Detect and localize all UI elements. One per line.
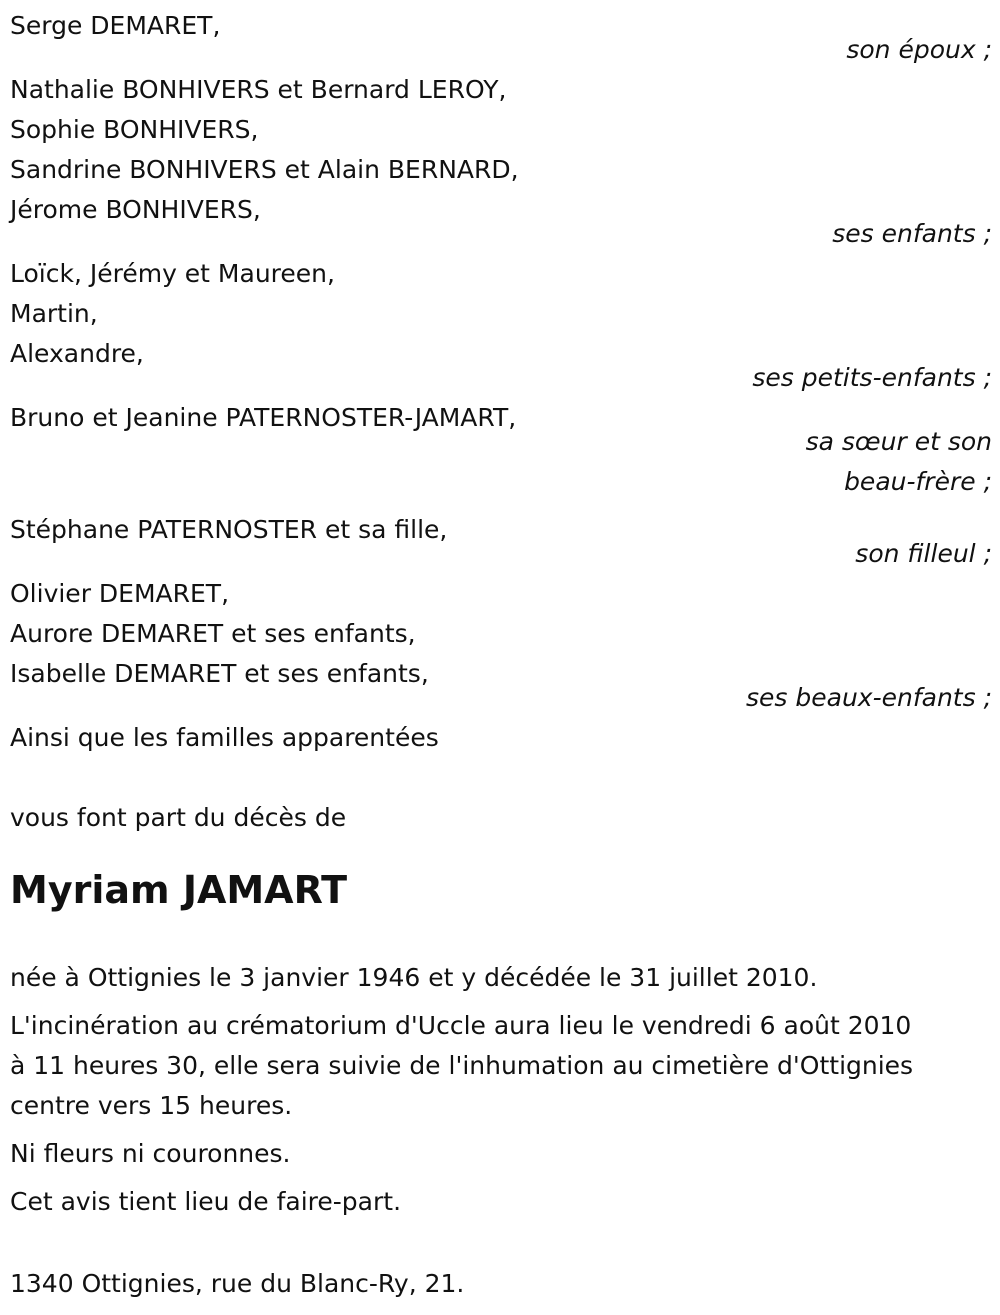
deceased-name: Myriam JAMART: [10, 868, 348, 912]
godson-group: [10, 510, 992, 568]
spouse-role: son époux ;: [846, 35, 992, 64]
grandchild-name: Loïck, Jérémy et Maureen,: [10, 259, 335, 288]
ceremony-paragraph: [10, 1006, 982, 1126]
grandchildren-group: [10, 254, 992, 392]
ceremony-line: centre vers 15 heures.: [10, 1091, 293, 1120]
sister-group: [10, 398, 992, 502]
stepchildren-group: [10, 574, 992, 712]
related-families: Ainsi que les familles apparentées: [10, 723, 439, 752]
no-flowers-text: Ni fleurs ni couronnes.: [10, 1139, 291, 1168]
child-name: Sophie BONHIVERS,: [10, 115, 259, 144]
grandchild-name: Alexandre,: [10, 339, 144, 368]
spouse-name: Serge DEMARET,: [10, 11, 221, 40]
grandchildren-role: ses petits-enfants ;: [752, 363, 992, 392]
grandchild-name: Martin,: [10, 299, 98, 328]
child-name: Sandrine BONHIVERS et Alain BERNARD,: [10, 155, 519, 184]
birth-death-text: née à Ottignies le 3 janvier 1946 et y décédée le 31 juillet 2010.: [10, 963, 818, 992]
stepchild-name: Isabelle DEMARET et ses enfants,: [10, 659, 429, 688]
godson-role: son filleul ;: [855, 539, 992, 568]
sister-name: Bruno et Jeanine PATERNOSTER-JAMART,: [10, 403, 517, 432]
child-name: Nathalie BONHIVERS et Bernard LEROY,: [10, 75, 507, 104]
address-text: 1340 Ottignies, rue du Blanc-Ry, 21.: [10, 1269, 465, 1298]
spouse-group: [10, 6, 992, 64]
stepchild-name: Olivier DEMARET,: [10, 579, 230, 608]
sister-role-line: beau-frère ;: [844, 467, 992, 496]
announcement-text: vous font part du décès de: [10, 803, 347, 832]
death-notice: [10, 6, 992, 1304]
children-role: ses enfants ;: [832, 219, 992, 248]
stepchildren-role: ses beaux-enfants ;: [746, 683, 992, 712]
stepchild-name: Aurore DEMARET et ses enfants,: [10, 619, 416, 648]
godson-name: Stéphane PATERNOSTER et sa fille,: [10, 515, 448, 544]
child-name: Jérome BONHIVERS,: [10, 195, 261, 224]
ceremony-line: à 11 heures 30, elle sera suivie de l'inhumation au cimetière d'Ottignies: [10, 1051, 914, 1080]
sister-role-line: sa sœur et son: [805, 427, 992, 456]
notice-text: Cet avis tient lieu de faire-part.: [10, 1187, 402, 1216]
children-group: [10, 70, 992, 248]
ceremony-line: L'incinération au crématorium d'Uccle aura lieu le vendredi 6 août 2010: [10, 1011, 912, 1040]
